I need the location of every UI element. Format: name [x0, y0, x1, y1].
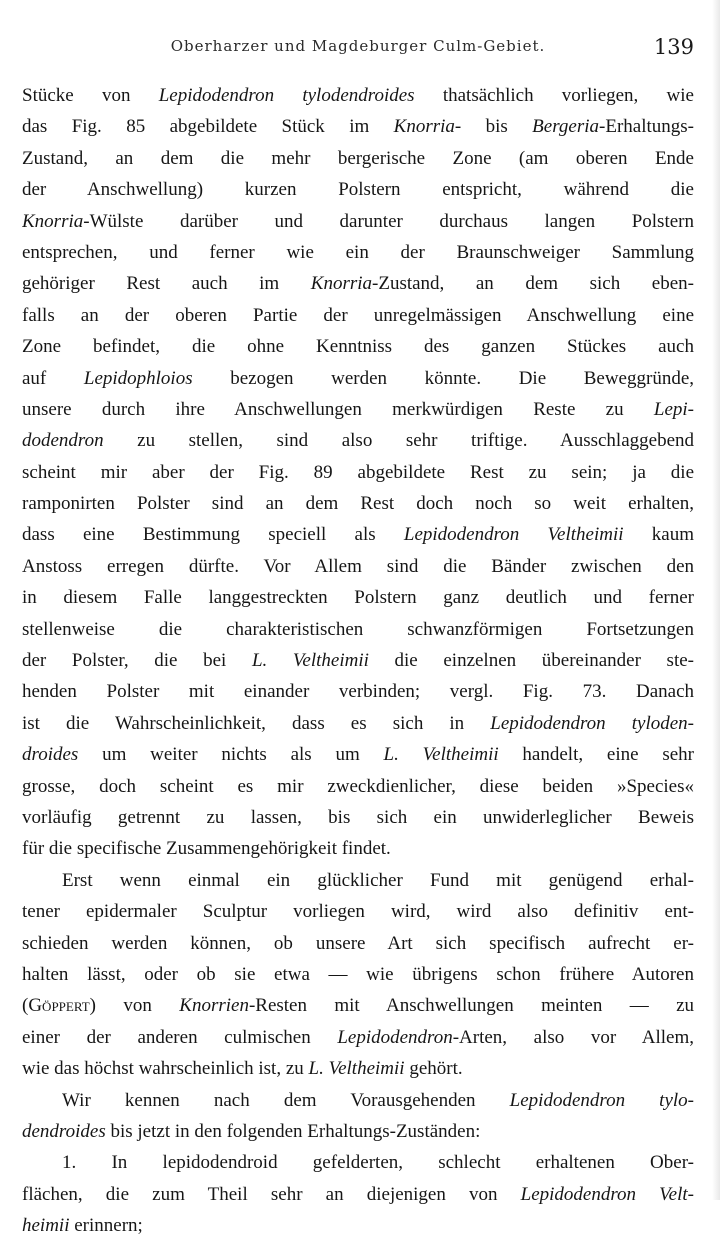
text-line: der Anschwellung) kurzen Polstern entspricht, während die	[22, 179, 694, 201]
text-line: entsprechen, und ferner wie ein der Braunschweiger Sammlung	[22, 241, 694, 263]
text-line: Anstoss erregen dürfte. Vor Allem sind die Bänder zwischen den	[22, 555, 694, 577]
text-line: für die specifische Zusammengehörigkeit findet.	[22, 838, 391, 860]
text-line: tener epidermaler Sculptur vorliegen wird, wird also definitiv ent-	[22, 901, 694, 923]
text-line: unsere durch ihre Anschwellungen merkwürdigen Reste zu Lepi-	[22, 398, 694, 420]
text-line: Stücke von Lepidodendron tylodendroides thatsächlich vorliegen, wie	[22, 85, 694, 106]
text-line: einer der anderen culmischen Lepidodendron-Arten, also vor Allem,	[22, 1026, 694, 1048]
text-line: (Göppert) von Knorrien-Resten mit Anschwellungen meinten — zu	[22, 995, 694, 1017]
text-line: droides um weiter nichts als um L. Veltheimii handelt, eine sehr	[22, 744, 694, 766]
text-line: henden Polster mit einander verbinden; vergl. Fig. 73. Danach	[22, 681, 694, 703]
text-line: das Fig. 85 abgebildete Stück im Knorria- bis Bergeria-Erhaltungs-	[22, 116, 694, 138]
text-line: heimii erinnern;	[22, 1215, 143, 1237]
text-line: flächen, die zum Theil sehr an diejenigen von Lepidodendron Velt-	[22, 1183, 694, 1205]
text-line: dendroides bis jetzt in den folgenden Erhaltungs-Zuständen:	[22, 1120, 481, 1142]
text-line: halten lässt, oder ob sie etwa — wie übrigens schon frühere Autoren	[22, 963, 694, 985]
text-line: grosse, doch scheint es mir zweckdienlicher, diese beiden »Species«	[22, 775, 694, 797]
text-line: vorläufig getrennt zu lassen, bis sich ein unwiderleglicher Beweis	[22, 806, 694, 828]
running-title: Oberharzer und Magdeburger Culm-Gebiet.	[170, 37, 546, 55]
scan-edge	[712, 0, 720, 1200]
page-number: 139	[653, 35, 694, 59]
text-line: Wir kennen nach dem Vorausgehenden Lepidodendron tylo-	[62, 1089, 694, 1111]
text-line: scheint mir aber der Fig. 89 abgebildete Rest zu sein; ja die	[22, 461, 694, 483]
text-line: falls an der oberen Partie der unregelmässigen Anschwellung eine	[22, 304, 694, 326]
text-line: stellenweise die charakteristischen schwanzförmigen Fortsetzungen	[22, 618, 694, 640]
text-line: in diesem Falle langgestreckten Polstern ganz deutlich und ferner	[22, 587, 694, 609]
text-line: ist die Wahrscheinlichkeit, dass es sich in Lepidodendron tyloden-	[22, 712, 694, 734]
text-line: Zustand, an dem die mehr bergerische Zone (am oberen Ende	[22, 147, 694, 169]
text-line: auf Lepidophloios bezogen werden könnte. Die Beweggründe,	[22, 367, 694, 389]
text-line: dass eine Bestimmung speciell als Lepidodendron Veltheimii kaum	[22, 524, 694, 546]
text-line: dodendron zu stellen, sind also sehr triftige. Ausschlaggebend	[22, 430, 694, 452]
text-line: wie das höchst wahrscheinlich ist, zu L. Veltheimii gehört.	[22, 1058, 463, 1080]
text-line: 1. In lepidodendroid gefelderten, schlecht erhaltenen Ober-	[62, 1152, 694, 1174]
text-line: gehöriger Rest auch im Knorria-Zustand, an dem sich eben-	[22, 273, 694, 295]
text-line: der Polster, die bei L. Veltheimii die einzelnen übereinander ste-	[22, 650, 694, 672]
text-line: Zone befindet, die ohne Kenntniss des ganzen Stückes auch	[22, 336, 694, 358]
page-header	[22, 35, 694, 65]
text-line: Knorria-Wülste darüber und darunter durchaus langen Polstern	[22, 210, 694, 232]
text-line: schieden werden können, ob unsere Art sich specifisch aufrecht er-	[22, 932, 694, 954]
text-line: ramponirten Polster sind an dem Rest doch noch so weit erhalten,	[22, 493, 694, 515]
text-line: Erst wenn einmal ein glücklicher Fund mit genügend erhal-	[62, 869, 694, 891]
body-text	[22, 80, 694, 1241]
